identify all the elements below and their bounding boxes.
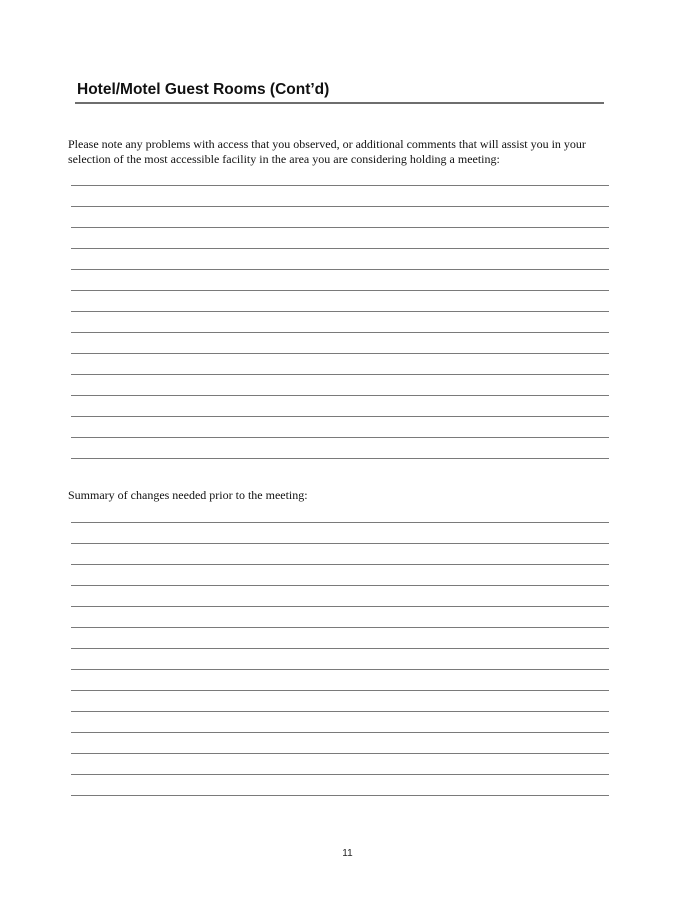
comment-line[interactable] <box>71 395 609 396</box>
summary-line[interactable] <box>71 795 609 796</box>
summary-line[interactable] <box>71 564 609 565</box>
summary-line[interactable] <box>71 585 609 586</box>
comment-line[interactable] <box>71 374 609 375</box>
comment-line[interactable] <box>71 458 609 459</box>
comment-line[interactable] <box>71 437 609 438</box>
comment-line[interactable] <box>71 269 609 270</box>
summary-line[interactable] <box>71 606 609 607</box>
comments-prompt-line-1: Please note any problems with access that you observed, or additional comments that will assist you in your <box>68 137 586 151</box>
comment-line[interactable] <box>71 332 609 333</box>
comment-line[interactable] <box>71 311 609 312</box>
summary-line[interactable] <box>71 522 609 523</box>
summary-prompt: Summary of changes needed prior to the meeting: <box>68 488 308 502</box>
summary-line[interactable] <box>71 648 609 649</box>
summary-line[interactable] <box>71 627 609 628</box>
page-title: Hotel/Motel Guest Rooms (Cont’d) <box>77 81 330 98</box>
comment-line[interactable] <box>71 290 609 291</box>
comments-prompt <box>68 137 613 167</box>
summary-line[interactable] <box>71 690 609 691</box>
title-underline <box>75 102 604 104</box>
comment-line[interactable] <box>71 185 609 186</box>
summary-line[interactable] <box>71 753 609 754</box>
page-number: 11 <box>342 848 353 859</box>
summary-line[interactable] <box>71 732 609 733</box>
summary-line[interactable] <box>71 711 609 712</box>
comment-line[interactable] <box>71 248 609 249</box>
summary-line[interactable] <box>71 543 609 544</box>
summary-line[interactable] <box>71 669 609 670</box>
comment-line[interactable] <box>71 206 609 207</box>
summary-line[interactable] <box>71 774 609 775</box>
comment-line[interactable] <box>71 353 609 354</box>
comment-line[interactable] <box>71 227 609 228</box>
comment-line[interactable] <box>71 416 609 417</box>
comments-prompt-line-2: selection of the most accessible facility in the area you are considering holding a meeting: <box>68 152 500 166</box>
